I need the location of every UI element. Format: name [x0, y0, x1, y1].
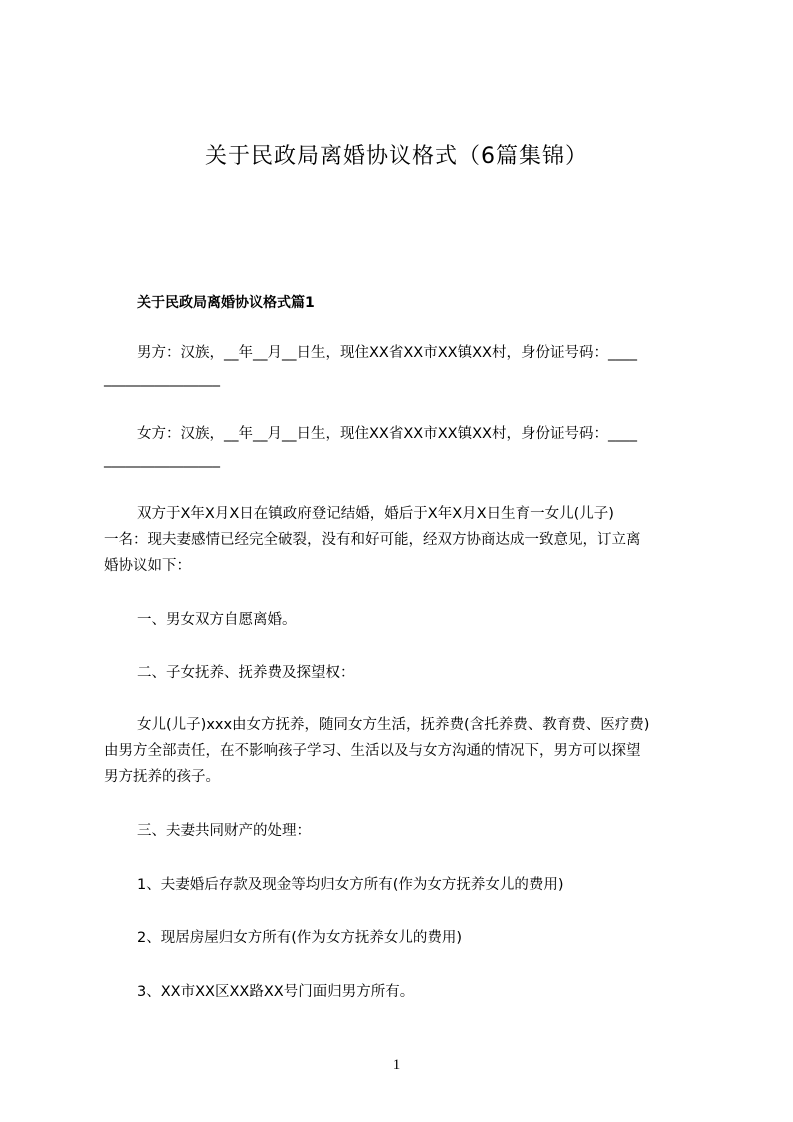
- paragraph-custody-line-2: 由男方全部责任，在不影响孩子学习、生活以及与女方沟通的情况下，男方可以探望: [104, 743, 641, 759]
- paragraph-man-line-2: ________________: [104, 371, 220, 387]
- paragraph-woman-line-1: 女方：汉族，__年__月__日生，现住XX省XX市XX镇XX村，身份证号码：____: [137, 426, 637, 442]
- paragraph-man: [104, 340, 704, 392]
- paragraph-item-3: [104, 818, 704, 844]
- asset-3-text: 3、XX市XX区XX路XX号门面归男方所有。: [137, 984, 415, 1000]
- paragraph-asset-3: [104, 979, 704, 1005]
- paragraph-custody-line-3: 男方抚养的孩子。: [104, 769, 220, 785]
- paragraph-asset-2: [104, 925, 704, 951]
- paragraph-man-line-1: 男方：汉族，__年__月__日生，现住XX省XX市XX镇XX村，身份证号码：____: [137, 345, 637, 361]
- page-number: 1: [392, 1057, 401, 1073]
- section-heading: 关于民政局离婚协议格式篇1: [137, 295, 315, 311]
- item-3-text: 三、夫妻共同财产的处理：: [137, 823, 311, 839]
- asset-2-text: 2、现居房屋归女方所有(作为女方抚养女儿的费用): [137, 930, 463, 946]
- paragraph-asset-1: [104, 872, 704, 898]
- paragraph-custody-line-1: 女儿(儿子)xxx由女方抚养，随同女方生活，抚养费(含托养费、教育费、医疗费): [137, 717, 650, 733]
- paragraph-woman: [104, 421, 704, 473]
- paragraph-item-1: [104, 607, 704, 633]
- item-2-text: 二、子女抚养、抚养费及探望权：: [137, 665, 355, 681]
- paragraph-woman-line-2: ________________: [104, 452, 220, 468]
- paragraph-intro: [104, 501, 704, 579]
- paragraph-intro-line-3: 婚协议如下：: [104, 558, 191, 574]
- item-1-text: 一、男女双方自愿离婚。: [137, 612, 297, 628]
- paragraph-item-2: [104, 660, 704, 686]
- asset-1-text: 1、夫妻婚后存款及现金等均归女方所有(作为女方抚养女儿的费用): [137, 877, 564, 893]
- paragraph-intro-line-2: 一名：现夫妻感情已经完全破裂，没有和好可能，经双方协商达成一致意见，订立离: [104, 532, 641, 548]
- document-title: 关于民政局离婚协议格式（6篇集锦）: [205, 144, 588, 169]
- paragraph-custody: [104, 712, 704, 790]
- paragraph-intro-line-1: 双方于X年X月X日在镇政府登记结婚，婚后于X年X月X日生育一女儿(儿子): [137, 506, 614, 522]
